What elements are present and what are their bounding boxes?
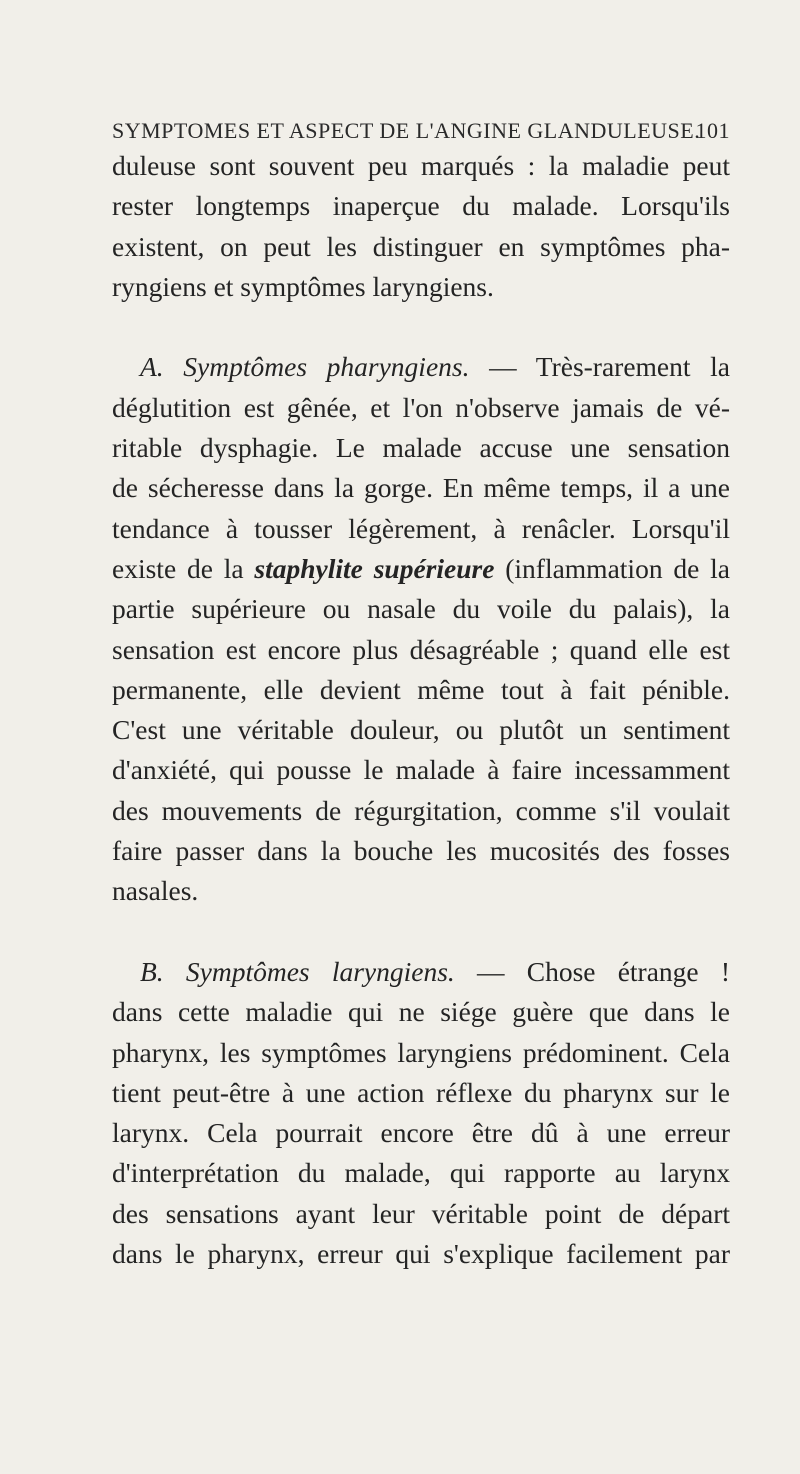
text-line: rester longtemps inaperçue du malade. Lorsqu'ils <box>112 190 730 222</box>
running-head <box>112 118 730 148</box>
text-run: existe de la <box>112 552 255 584</box>
page-number: 101 <box>695 118 730 143</box>
text-line: C'est une véritable douleur, ou plutôt un sentiment <box>112 714 730 746</box>
emphasized-term: staphylite supérieure <box>254 552 495 584</box>
text-line: duleuse sont souvent peu marqués : la maladie peut <box>112 150 730 181</box>
text-line: larynx. Cela pourrait encore être dû à une erreur <box>112 1117 730 1149</box>
paragraph-gap <box>112 307 730 347</box>
text-line: pharynx, les symptômes laryngiens prédominent. Cela <box>112 1036 730 1068</box>
section-heading-line <box>112 952 730 992</box>
text-line: des sensations ayant leur véritable point de départ <box>112 1197 730 1229</box>
text-line: déglutition est gênée, et l'on n'observe jamais de vé- <box>112 391 730 423</box>
text-run: (inflammation de la <box>494 552 731 584</box>
section-heading-line <box>112 347 730 387</box>
text-line: des mouvements de régurgitation, comme s'il voulait <box>112 794 730 826</box>
text-line: tendance à tousser légèrement, à renâcler. Lorsqu'il <box>112 512 730 544</box>
text-line: d'interprétation du malade, qui rapporte au larynx <box>112 1157 730 1189</box>
section-label-b: B. Symptômes laryngiens. <box>140 955 455 987</box>
body-text <box>112 146 730 1274</box>
text-line: de sécheresse dans la gorge. En même temps, il a une <box>112 472 730 504</box>
text-line <box>112 549 730 589</box>
text-line: dans cette maladie qui ne siége guère que dans le <box>112 996 730 1028</box>
text-line: partie supérieure ou nasale du voile du palais), la <box>112 593 730 625</box>
text-line: dans le pharynx, erreur qui s'explique facilement par <box>112 1238 730 1270</box>
text-line: d'anxiété, qui pousse le malade à faire incessamment <box>112 754 730 786</box>
text-line: permanente, elle devient même tout à fait pénible. <box>112 673 730 705</box>
text-line: sensation est encore plus désagréable ; quand elle est <box>112 633 730 665</box>
text-run: — Très-rarement la <box>469 351 730 383</box>
text-line: nasales. <box>112 875 199 907</box>
running-head-title: SYMPTOMES ET ASPECT DE L'ANGINE GLANDULEUSE. <box>112 118 701 143</box>
section-label-a: A. Symptômes pharyngiens. <box>140 351 470 383</box>
text-line: existent, on peut les distinguer en symptômes pha- <box>112 230 730 262</box>
text-line: ryngiens et symptômes laryngiens. <box>112 270 494 302</box>
text-line: faire passer dans la bouche les mucosités des fosses <box>112 835 730 867</box>
text-run: — Chose étrange ! <box>454 955 731 987</box>
paragraph-gap <box>112 912 730 952</box>
text-line: ritable dysphagie. Le malade accuse une sensation <box>112 432 730 464</box>
text-line: tient peut-être à une action réflexe du pharynx sur le <box>112 1076 730 1108</box>
